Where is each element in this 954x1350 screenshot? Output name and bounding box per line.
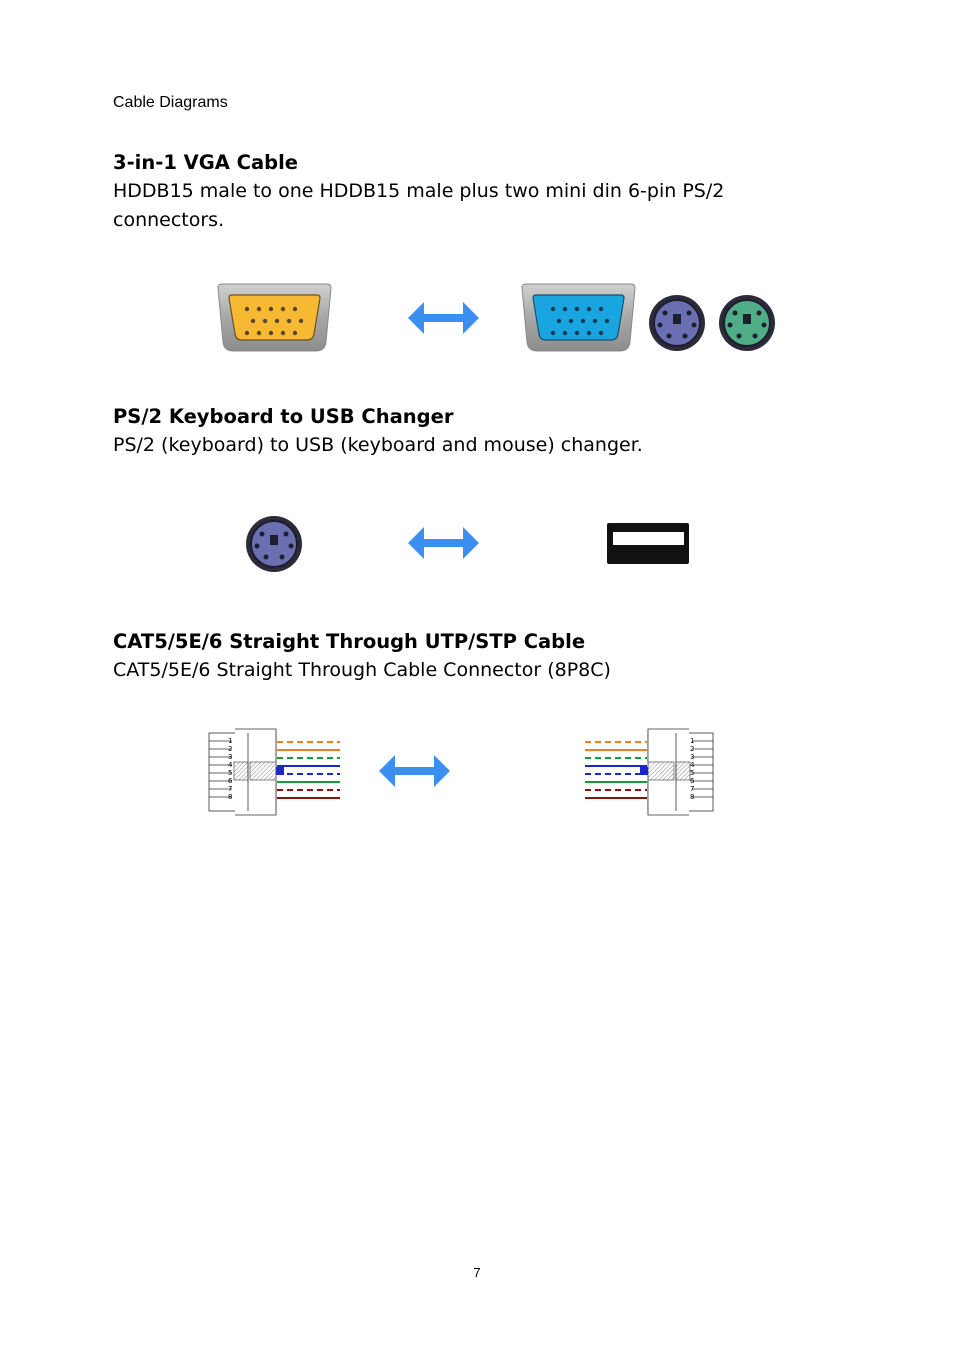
rj45-connector-right-icon	[640, 729, 713, 815]
ps2-keyboard-connector-icon	[246, 516, 302, 572]
running-header: Cable Diagrams	[113, 94, 228, 111]
rj45-connector-left-icon	[209, 729, 284, 815]
pin-label: 7	[228, 785, 233, 793]
pin-label: 3	[228, 753, 233, 761]
ps2-mouse-connector-icon	[719, 295, 775, 351]
pin-label: 6	[228, 777, 233, 785]
vga-female-connector-icon	[522, 284, 635, 351]
pin-label: 7	[690, 785, 695, 793]
pin-label: 8	[690, 793, 695, 801]
section-title: CAT5/5E/6 Straight Through UTP/STP Cable	[113, 630, 586, 653]
pin-label: 3	[690, 753, 695, 761]
section-description: HDDB15 male to one HDDB15 male plus two mini din 6-pin PS/2 connectors.	[113, 180, 725, 231]
vga-male-connector-icon	[218, 284, 331, 351]
bidirectional-arrow-icon	[408, 302, 479, 334]
bidirectional-arrow-icon	[379, 755, 450, 787]
pin-label: 1	[690, 737, 695, 745]
section-title: 3-in-1 VGA Cable	[113, 151, 298, 174]
page-number: 7	[473, 1265, 481, 1280]
pin-label: 4	[228, 761, 233, 769]
pin-label: 1	[228, 737, 233, 745]
bidirectional-arrow-icon	[408, 527, 479, 559]
pin-label: 4	[690, 761, 695, 769]
pin-label: 5	[228, 769, 233, 777]
usb-connector-icon	[607, 523, 689, 564]
pin-label: 8	[228, 793, 233, 801]
pin-label: 2	[228, 745, 233, 753]
rj45-right-pin-labels	[690, 737, 695, 801]
pin-label: 6	[690, 777, 695, 785]
section-description: PS/2 (keyboard) to USB (keyboard and mouse) changer.	[113, 434, 643, 456]
pin-label: 2	[690, 745, 695, 753]
rj45-left-pin-labels	[228, 737, 233, 801]
pin-label: 5	[690, 769, 695, 777]
rj45-right-wires	[585, 742, 647, 798]
section-description: CAT5/5E/6 Straight Through Cable Connector (8P8C)	[113, 659, 611, 681]
section-title: PS/2 Keyboard to USB Changer	[113, 405, 454, 428]
ps2-keyboard-connector-icon	[649, 295, 705, 351]
rj45-left-wires	[277, 742, 340, 798]
